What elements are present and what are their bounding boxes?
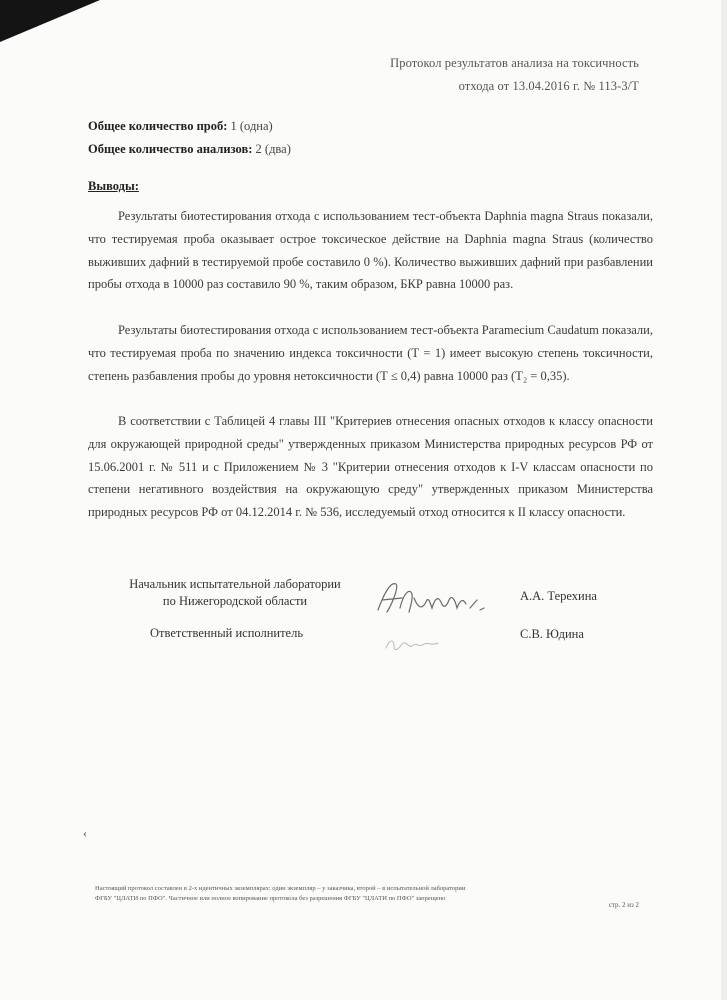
conclusion-paragraph-paramecium: Результаты биотестирования отхода с использованием тест-объекта Paramecium Caudatum показали, что тестируемая проба по значению индекса токсичности (Т = 1) имеет высокую степень токсичности, степень разбавления пробы до уровня нетоксичности (Т ≤ 0,4) равна 10000 раз (Т₂ = 0,35).	[88, 323, 653, 383]
head-of-lab-title	[100, 576, 370, 610]
analyses-label: Общее количество анализов:	[88, 142, 253, 156]
footer-note-line2: ФГБУ "ЦЛАТИ по ПФО". Частичное или полное копирование протокола без разрешения ФГБУ "ЦЛАТИ по ПФО" запрещено	[95, 895, 446, 902]
samples-label: Общее количество проб:	[88, 119, 228, 133]
protocol-title: Протокол результатов анализа на токсичность	[390, 56, 639, 70]
head-of-lab-name: А.А. Терехина	[520, 589, 597, 603]
analyses-value: 2 (два)	[255, 142, 291, 156]
protocol-number: отхода от 13.04.2016 г. № 113-3/Т	[458, 79, 639, 93]
head-title-line2: по Нижегородской области	[162, 594, 308, 608]
conclusions-heading: Выводы:	[88, 179, 139, 193]
page-number: стр. 2 из 2	[608, 901, 639, 909]
footer-note-line1: Настоящий протокол составлен в 2-х идентичных экземплярах: один экземпляр – у заказчика, второй – в испытательной лаборатории	[95, 885, 466, 892]
head-signature	[372, 578, 497, 620]
scan-corner-shadow	[0, 0, 100, 42]
executor-name: С.В. Юдина	[520, 627, 584, 641]
conclusion-paragraph-daphnia: Результаты биотестирования отхода с использованием тест-объекта Daphnia magna Straus показали, что тестируемая проба оказывает острое токсическое действие на Daphnia magna Straus (количество выживших дафний в тестируемой пробе составило 0 %). Количество выживших дафний при разбавлении пробы отхода в 10000 раз составило 90 %, таким образом, БКР равна 10000 раз.	[88, 209, 653, 292]
samples-count	[88, 119, 273, 134]
executor-title: Ответственный исполнитель	[150, 626, 304, 640]
executor-signature	[382, 628, 452, 658]
samples-value: 1 (одна)	[230, 119, 273, 133]
analyses-count	[88, 142, 291, 157]
head-title-line1: Начальник испытательной лаборатории	[129, 577, 341, 591]
scan-edge	[721, 0, 727, 1000]
scan-mark: ‹	[83, 826, 87, 840]
conclusion-paragraph-hazard-class: В соответствии с Таблицей 4 главы III "Критериев отнесения опасных отходов к классу опасности для окружающей природной среды" утвержденных приказом Министерства природных ресурсов РФ от 15.06.2001 г. № 511 и с Приложением № 3 "Критерии отнесения отходов к I-V классам опасности по степени негативного воздействия на окружающую среду" утвержденных приказом Министерства природных ресурсов РФ от 04.12.2014 г. № 536, исследуемый отход относится к II классу опасности.	[88, 414, 653, 520]
